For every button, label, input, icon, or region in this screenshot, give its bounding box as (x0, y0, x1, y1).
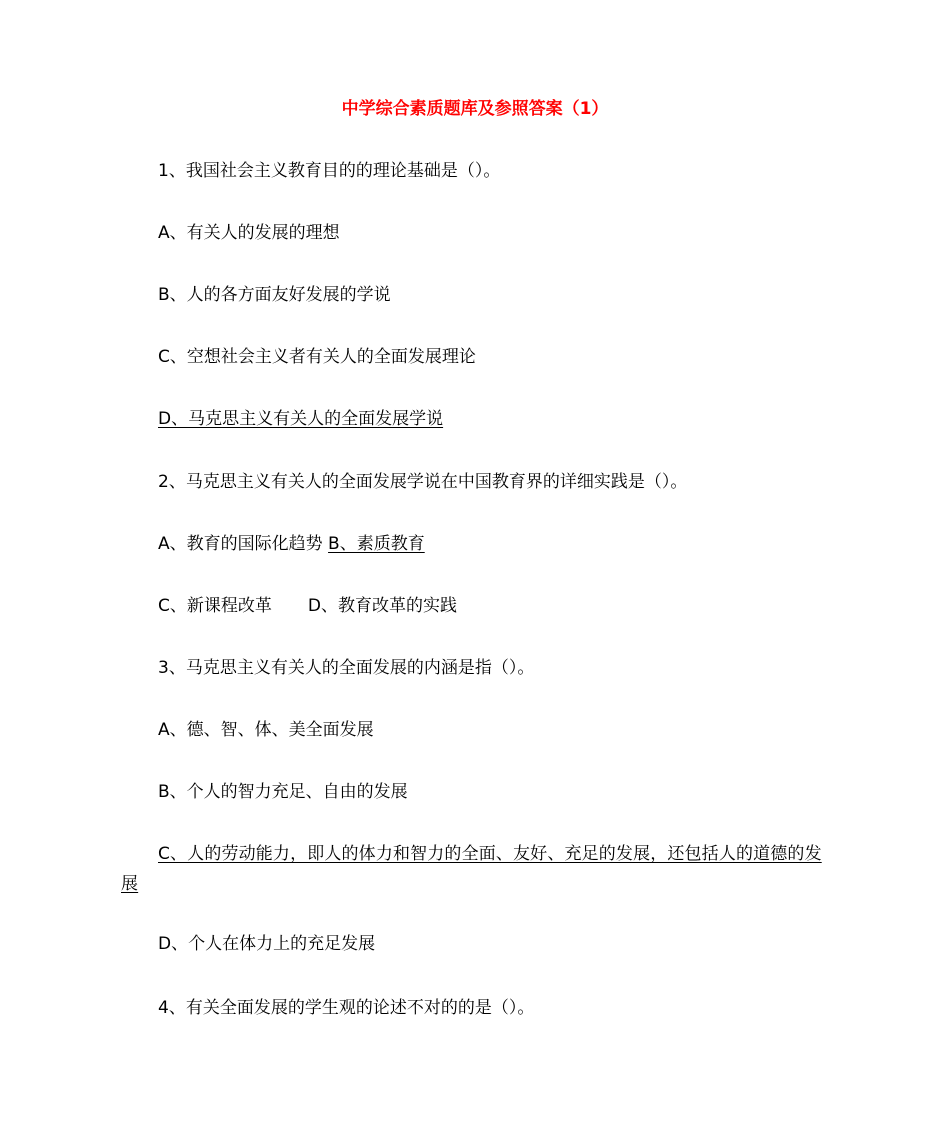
question-2-options-cd (158, 593, 457, 619)
question-3-option-d: D、个人在体力上的充足发展 (158, 934, 376, 954)
question-2-option-d: D、教育改革的实践 (307, 596, 457, 616)
question-3-option-a: A、德、智、体、美全面发展 (158, 720, 374, 740)
question-1-option-a: A、有关人的发展的理想 (158, 223, 340, 243)
question-2-stem: 2、马克思主义有关人的全面发展学说在中国教育界的详细实践是（）。 (158, 472, 688, 492)
question-2-options-ab (158, 531, 425, 557)
question-3-option-c-answer: C、人的劳动能力，即人的体力和智力的全面、友好、充足的发展，还包括人的道德的发展 (121, 844, 822, 894)
question-3-stem: 3、马克思主义有关人的全面发展的内涵是指（）。 (158, 658, 535, 678)
question-4-stem: 4、有关全面发展的学生观的论述不对的的是（）。 (158, 998, 535, 1018)
question-2-option-b-answer: B、素质教育 (328, 534, 425, 554)
question-1-stem: 1、我国社会主义教育目的的理论基础是（）。 (158, 161, 501, 181)
question-1-option-c: C、空想社会主义者有关人的全面发展理论 (158, 347, 476, 367)
question-3-option-b: B、个人的智力充足、自由的发展 (158, 782, 408, 802)
question-1-option-d-answer: D、马克思主义有关人的全面发展学说 (158, 409, 444, 429)
question-1-option-b: B、人的各方面友好发展的学说 (158, 285, 391, 305)
question-2-option-a: A、教育的国际化趋势 (158, 534, 323, 554)
question-2-option-c: C、新课程改革 (158, 596, 272, 616)
document-title: 中学综合素质题库及参照答案（1） (341, 99, 609, 119)
